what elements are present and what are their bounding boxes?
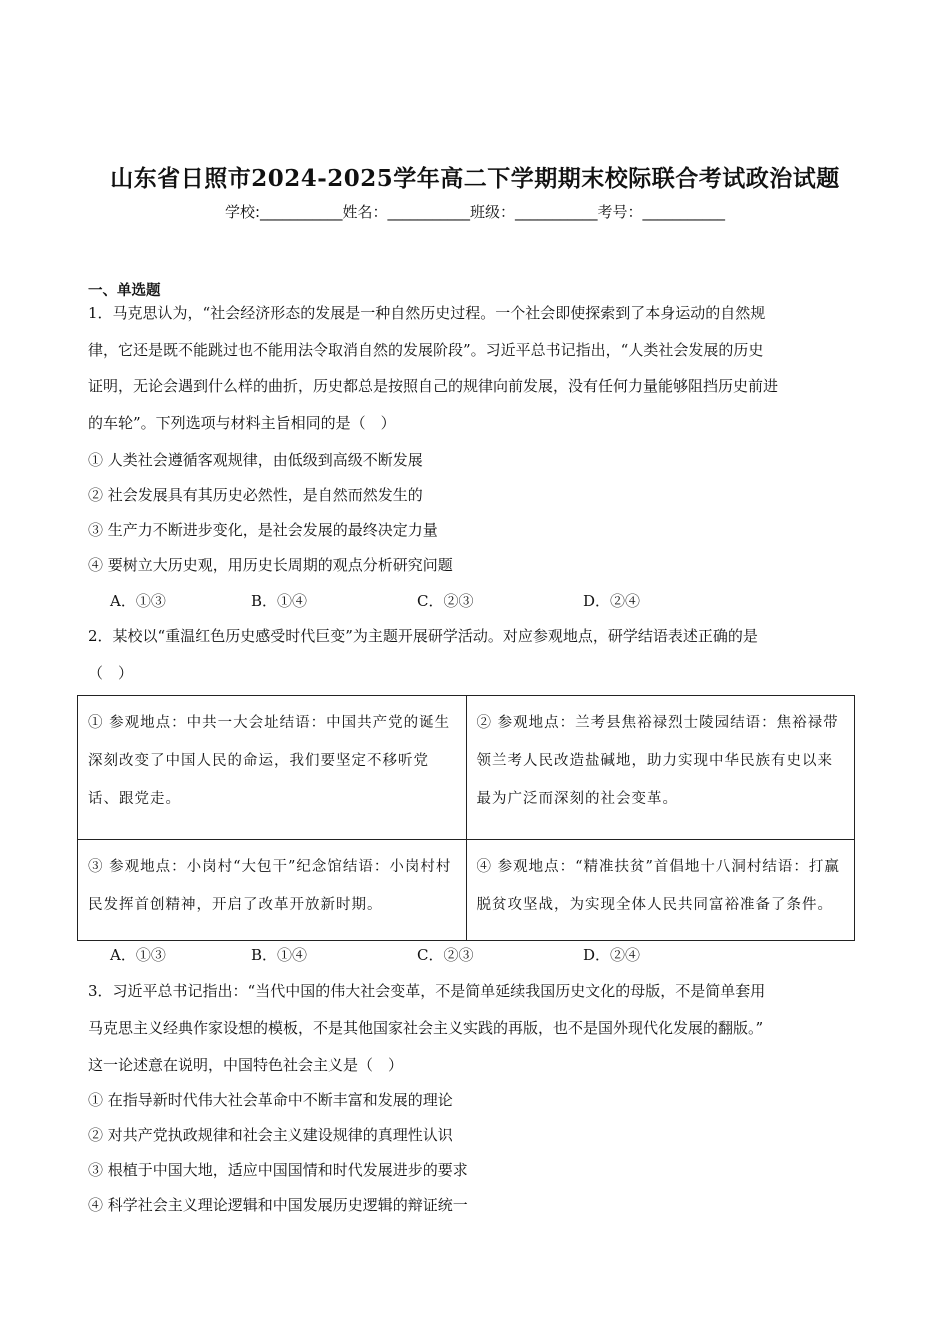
q2-cell-1: ① 参观地点：中共一大会址结语：中国共产党的诞生深刻改变了中国人民的命运，我们要坚定不移听党话、跟党走。 — [78, 696, 467, 840]
q3-line-3: 这一论述意在说明，中国特色社会主义是（ ） — [88, 1056, 404, 1074]
q1-statement-1: ① 人类社会遵循客观规律，由低级到高级不断发展 — [88, 451, 423, 469]
q2-option-a[interactable]: A．①③ — [110, 946, 166, 964]
q2-option-d[interactable]: D．②④ — [583, 946, 641, 964]
q1-line-2: 律，它还是既不能跳过也不能用法令取消自然的发展阶段”。习近平总书记指出，“人类社会发展的历史 — [88, 341, 764, 359]
q1-line-4: 的车轮”。下列选项与材料主旨相同的是（ ） — [88, 414, 396, 432]
q2-option-c[interactable]: C．②③ — [417, 946, 474, 964]
student-info-line: 学校:___________姓名：___________班级：___________考号：___________ — [224, 203, 726, 221]
section-heading: 一、单选题 — [88, 283, 161, 299]
q2-table — [77, 695, 855, 941]
q3-statement-4: ④ 科学社会主义理论逻辑和中国发展历史逻辑的辩证统一 — [88, 1196, 468, 1214]
q3-line-2: 马克思主义经典作家设想的模板，不是其他国家社会主义实践的再版，也不是国外现代化发展的翻版。” — [88, 1019, 764, 1037]
q2-cell-2: ② 参观地点：兰考县焦裕禄烈士陵园结语：焦裕禄带领兰考人民改造盐碱地，助力实现中华民族有史以来最为广泛而深刻的社会变革。 — [466, 696, 855, 840]
q1-option-c[interactable]: C．②③ — [417, 592, 474, 610]
q1-option-d[interactable]: D．②④ — [583, 592, 641, 610]
q2-cell-3: ③ 参观地点：小岗村“大包干”纪念馆结语：小岗村村民发挥首创精神，开启了改革开放新时期。 — [78, 839, 467, 940]
q2-line-1: 2．某校以“重温红色历史感受时代巨变”为主题开展研学活动。对应参观地点，研学结语表述正确的是 — [88, 627, 758, 645]
q3-line-1: 3．习近平总书记指出：“当代中国的伟大社会变革，不是简单延续我国历史文化的母版，不是简单套用 — [88, 982, 766, 1000]
q2-line-2: （ ） — [88, 664, 134, 682]
exam-title: 山东省日照市2024-2025学年高二下学期期末校际联合考试政治试题 — [110, 165, 840, 192]
q1-line-3: 证明，无论会遇到什么样的曲折，历史都总是按照自己的规律向前发展，没有任何力量能够阻挡历史前进 — [88, 377, 779, 395]
q1-statement-3: ③ 生产力不断进步变化，是社会发展的最终决定力量 — [88, 521, 438, 539]
q1-line-1: 1．马克思认为，“社会经济形态的发展是一种自然历史过程。一个社会即使探索到了本身运动的自然规 — [88, 304, 766, 322]
q2-option-b[interactable]: B．①④ — [251, 946, 308, 964]
q1-statement-4: ④ 要树立大历史观，用历史长周期的观点分析研究问题 — [88, 556, 453, 574]
q3-statement-3: ③ 根植于中国大地，适应中国国情和时代发展进步的要求 — [88, 1161, 468, 1179]
q2-cell-4: ④ 参观地点：“精准扶贫”首倡地十八洞村结语：打赢脱贫攻坚战，为实现全体人民共同富裕准备了条件。 — [466, 839, 855, 940]
q1-option-a[interactable]: A．①③ — [110, 592, 166, 610]
q3-statement-2: ② 对共产党执政规律和社会主义建设规律的真理性认识 — [88, 1126, 453, 1144]
q3-statement-1: ① 在指导新时代伟大社会革命中不断丰富和发展的理论 — [88, 1091, 453, 1109]
q1-option-b[interactable]: B．①④ — [251, 592, 308, 610]
q1-statement-2: ② 社会发展具有其历史必然性，是自然而然发生的 — [88, 486, 423, 504]
